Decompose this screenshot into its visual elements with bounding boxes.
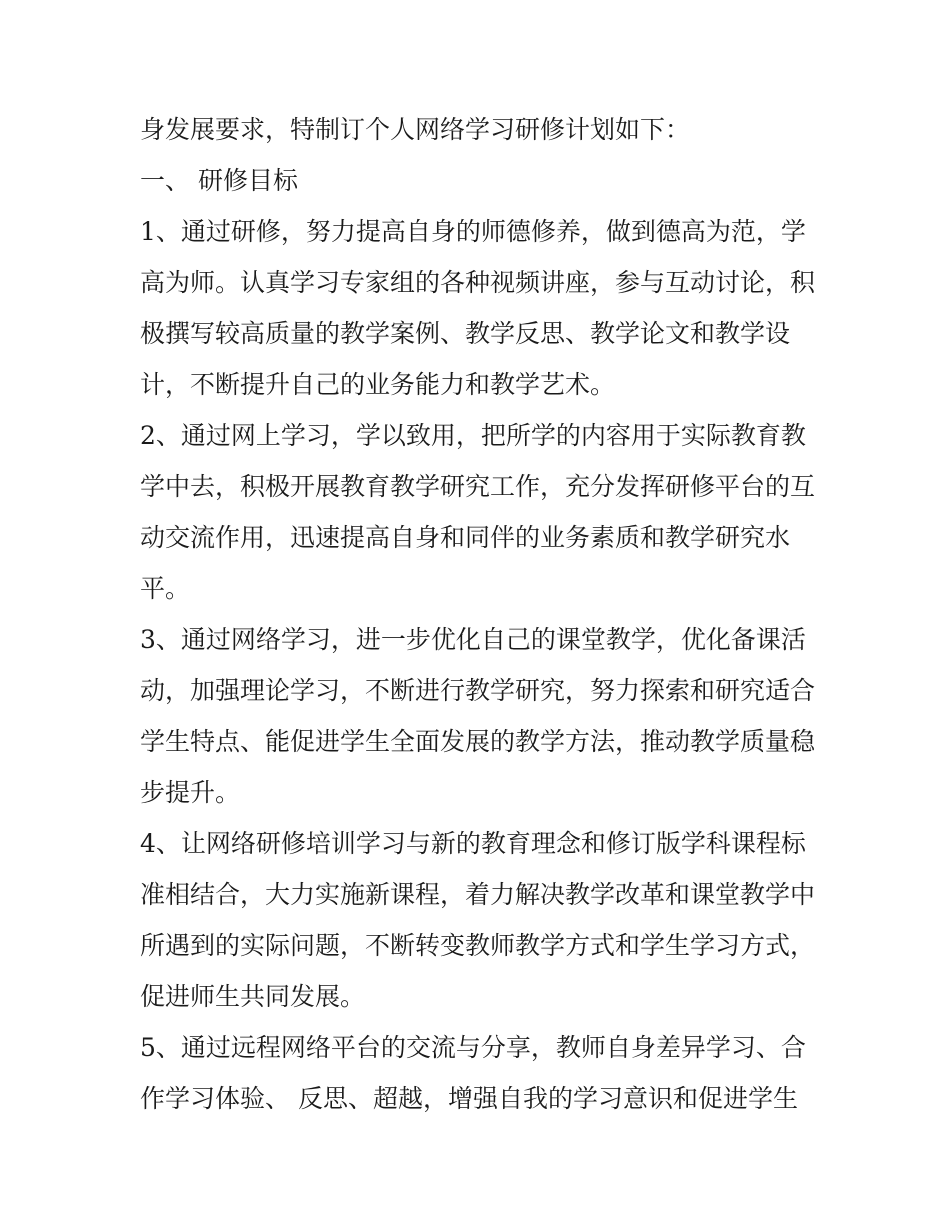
goal-3-line-3: 学生特点、能促进学生全面发展的教学方法，推动教学质量稳	[140, 727, 816, 756]
goal-2-line-2: 学中去，积极开展教育教学研究工作，充分发挥研修平台的互	[140, 472, 816, 501]
goal-1-line-4: 计，不断提升自己的业务能力和教学艺术。	[140, 370, 616, 399]
goal-4-line-4: 促进师生共同发展。	[140, 982, 366, 1011]
intro-line: 身发展要求，特制订个人网络学习研修计划如下：	[140, 115, 691, 144]
goal-5-line-2: 作学习体验、 反思、超越，增强自我的学习意识和促进学生	[140, 1084, 798, 1113]
goal-3-line-2: 动，加强理论学习，不断进行教学研究，努力探索和研究适合	[140, 676, 816, 705]
goal-3-line-4: 步提升。	[140, 778, 241, 807]
goal-4-line-3: 所遇到的实际问题，不断转变教师教学方式和学生学习方式，	[140, 931, 816, 960]
goal-2-line-1: 2、通过网上学习，学以致用，把所学的内容用于实际教育教	[140, 421, 806, 450]
section-heading: 一、 研修目标	[140, 166, 298, 195]
goal-3-line-1: 3、通过网络学习，进一步优化自己的课堂教学，优化备课活	[140, 625, 806, 654]
goal-4-line-1: 4、让网络研修培训学习与新的教育理念和修订版学科课程标	[140, 829, 806, 858]
goal-5-line-1: 5、通过远程网络平台的交流与分享，教师自身差异学习、合	[140, 1033, 806, 1062]
goal-2-line-4: 平。	[140, 574, 191, 603]
goal-4-line-2: 准相结合，大力实施新课程，着力解决教学改革和课堂教学中	[140, 880, 816, 909]
document-body	[140, 104, 820, 1124]
goal-1-line-2: 高为师。认真学习专家组的各种视频讲座，参与互动讨论，积	[140, 268, 816, 297]
goal-1-line-1: 1、通过研修，努力提高自身的师德修养，做到德高为范，学	[140, 217, 806, 246]
goal-2-line-3: 动交流作用，迅速提高自身和同伴的业务素质和教学研究水	[140, 523, 791, 552]
goal-1-line-3: 极撰写较高质量的教学案例、教学反思、教学论文和教学设	[140, 319, 791, 348]
